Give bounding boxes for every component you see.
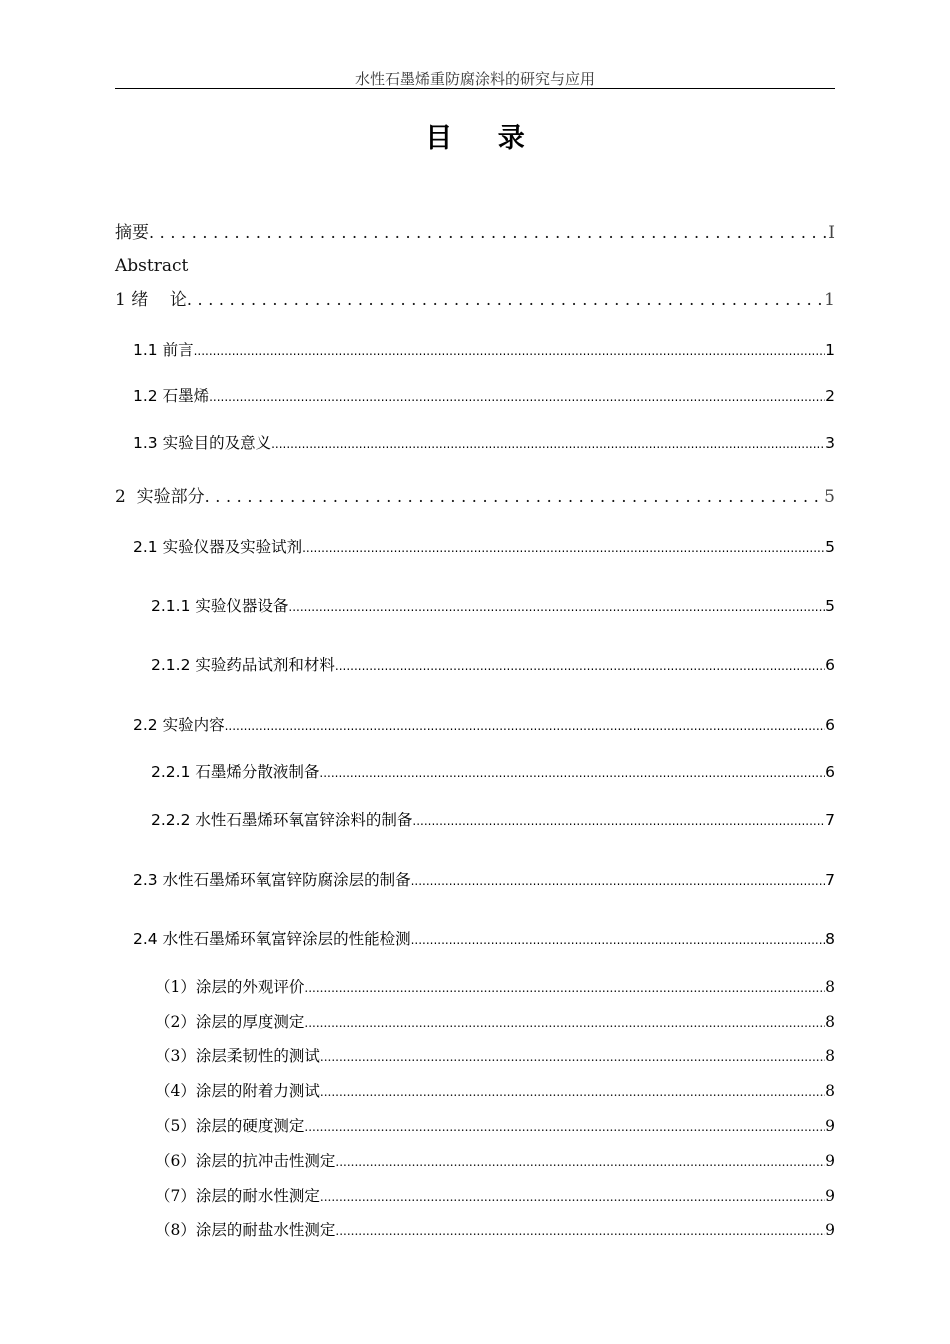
toc-entry-label: （2）涂层的厚度测定 [155, 1013, 305, 1031]
toc-entry-page: 9 [825, 1221, 835, 1239]
dot-leader [320, 1050, 825, 1064]
toc-entry-2-1-2[interactable] [151, 653, 835, 675]
toc-entry-test-2[interactable] [155, 1010, 835, 1032]
toc-entry-page: 7 [825, 871, 835, 889]
toc-entry-page: 9 [825, 1187, 835, 1205]
dot-leader [304, 1120, 825, 1134]
dot-leader [271, 437, 825, 451]
toc-entry-label: 1.2 石墨烯 [133, 387, 210, 405]
dot-leader [149, 223, 828, 242]
toc-entry-page: 5 [824, 487, 835, 507]
toc-entry-test-6[interactable] [155, 1149, 835, 1171]
toc-entry-abstract-cn[interactable] [115, 218, 835, 243]
toc-entry-page: 8 [825, 930, 835, 948]
toc-entry-page: 9 [825, 1117, 835, 1135]
toc-entry-page: 6 [825, 763, 835, 781]
toc-entry-label: （6）涂层的抗冲击性测定 [155, 1152, 336, 1170]
toc-entry-page: 1 [824, 290, 835, 310]
toc-entry-2-2[interactable] [133, 713, 835, 735]
toc-entry-2-3[interactable] [133, 868, 835, 890]
toc-entry-label: 2.1.2 实验药品试剂和材料 [151, 656, 335, 674]
toc-entry-label: （5）涂层的硬度测定 [155, 1117, 305, 1135]
toc-entry-label: 2.1 实验仪器及实验试剂 [133, 538, 303, 556]
dot-leader [288, 600, 825, 614]
dot-leader [209, 390, 825, 404]
dot-leader [412, 814, 825, 828]
dot-leader [205, 487, 825, 506]
dot-leader [320, 1190, 825, 1204]
toc-entry-page: 5 [825, 538, 835, 556]
toc-entry-1-1[interactable] [133, 338, 835, 360]
toc-entry-test-1[interactable] [155, 975, 835, 997]
dot-leader [225, 719, 826, 733]
toc-entry-label: （8）涂层的耐盐水性测定 [155, 1221, 336, 1239]
toc-entry-2-1[interactable] [133, 535, 835, 557]
toc-entry-2-2-1[interactable] [151, 760, 835, 782]
toc-entry-2-2-2[interactable] [151, 808, 835, 830]
dot-leader [304, 981, 825, 995]
toc-entry-label: 2.2.2 水性石墨烯环氧富锌涂料的制备 [151, 811, 413, 829]
dot-leader [335, 659, 825, 673]
toc-entry-label: （7）涂层的耐水性测定 [155, 1187, 320, 1205]
toc-entry-label: （1）涂层的外观评价 [155, 978, 305, 996]
toc-entry-test-4[interactable] [155, 1079, 835, 1101]
running-header: 水性石墨烯重防腐涂料的研究与应用 [354, 70, 595, 88]
toc-entry-page: 3 [825, 434, 835, 452]
toc-entry-label: 1.1 前言 [133, 341, 194, 359]
dot-leader [302, 541, 825, 555]
header-rule [115, 88, 835, 89]
toc-entry-test-7[interactable] [155, 1184, 835, 1206]
dot-leader [194, 344, 826, 358]
dot-leader [320, 1085, 825, 1099]
toc-entry-label: 2.4 水性石墨烯环氧富锌涂层的性能检测 [133, 930, 411, 948]
toc-entry-test-8[interactable] [155, 1218, 835, 1240]
toc-entry-page: I [828, 223, 835, 243]
toc-entry-abstract-en[interactable]: Abstract [115, 256, 189, 276]
dot-leader [335, 1224, 825, 1238]
dot-leader [411, 933, 826, 947]
toc-entry-test-5[interactable] [155, 1114, 835, 1136]
toc-entry-label: 2.2 实验内容 [133, 716, 225, 734]
toc-entry-page: 8 [825, 1082, 835, 1100]
toc-entry-page: 6 [825, 716, 835, 734]
toc-entry-page: 8 [825, 1013, 835, 1031]
toc-entry-label: 2.2.1 石墨烯分散液制备 [151, 763, 320, 781]
toc-title: 目 录 [425, 123, 543, 154]
toc-entry-1-3[interactable] [133, 431, 835, 453]
dot-leader [411, 874, 826, 888]
toc-entry-1-2[interactable] [133, 384, 835, 406]
toc-entry-label: 2 实验部分 [115, 487, 205, 507]
dot-leader [304, 1016, 825, 1030]
dot-leader [319, 766, 825, 780]
toc-entry-test-3[interactable] [155, 1044, 835, 1066]
toc-entry-page: 9 [825, 1152, 835, 1170]
toc-entry-chapter-1[interactable] [115, 285, 835, 310]
toc-entry-page: 8 [825, 978, 835, 996]
toc-entry-label: 1 绪 论 [115, 290, 187, 310]
toc-entry-2-1-1[interactable] [151, 594, 835, 616]
toc-entry-label: 2.1.1 实验仪器设备 [151, 597, 289, 615]
toc-entry-page: 8 [825, 1047, 835, 1065]
dot-leader [335, 1155, 825, 1169]
dot-leader [187, 290, 824, 309]
toc-entry-page: 5 [825, 597, 835, 615]
toc-entry-label: 摘要 [115, 223, 149, 243]
toc-entry-label: 1.3 实验目的及意义 [133, 434, 272, 452]
toc-entry-label: 2.3 水性石墨烯环氧富锌防腐涂层的制备 [133, 871, 411, 889]
toc-entry-page: 6 [825, 656, 835, 674]
toc-entry-page: 2 [825, 387, 835, 405]
toc-entry-2-4[interactable] [133, 927, 835, 949]
toc-entry-label: （4）涂层的附着力测试 [155, 1082, 320, 1100]
toc-entry-page: 1 [825, 341, 835, 359]
toc-entry-page: 7 [825, 811, 835, 829]
toc-entry-chapter-2[interactable] [115, 482, 835, 507]
toc-entry-label: （3）涂层柔韧性的测试 [155, 1047, 320, 1065]
